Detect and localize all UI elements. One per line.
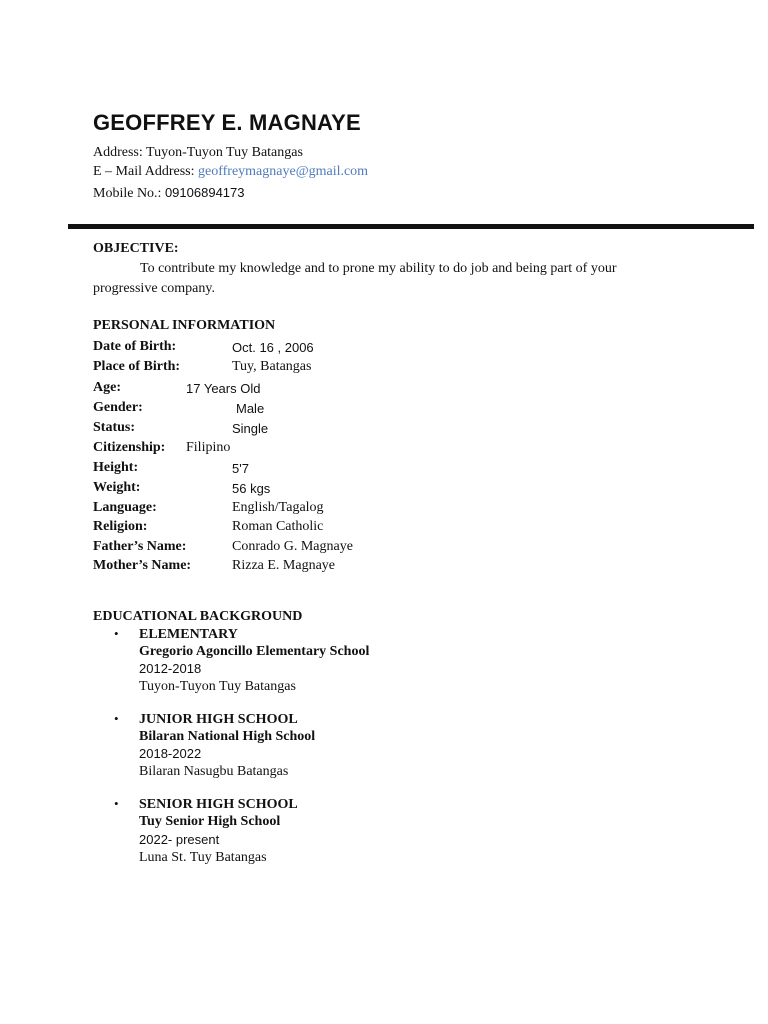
- pob-label: Place of Birth:: [93, 359, 181, 374]
- bullet-senior-high: •: [114, 796, 119, 811]
- edu-level-elementary: ELEMENTARY: [139, 627, 238, 642]
- status-label: Status:: [93, 420, 136, 435]
- edu-location-senior-high: Luna St. Tuy Batangas: [139, 850, 267, 865]
- dob-label: Date of Birth:: [93, 339, 177, 354]
- gender-value: Male: [236, 401, 265, 416]
- mobile-value: 09106894173: [164, 185, 245, 200]
- edu-level-junior-high: JUNIOR HIGH SCHOOL: [139, 712, 298, 727]
- edu-years-senior-high: 2022- present: [139, 832, 220, 847]
- age-label: Age:: [93, 380, 121, 395]
- mobile-label: Mobile No.:: [93, 186, 162, 201]
- email-line: [93, 162, 368, 181]
- email-label: E – Mail Address:: [93, 164, 195, 179]
- objective-line-2: progressive company.: [93, 281, 215, 296]
- height-label: Height:: [93, 460, 139, 475]
- mother-name-value: Rizza E. Magnaye: [232, 558, 336, 573]
- edu-years-junior-high: 2018-2022: [139, 746, 202, 761]
- mother-name-label: Mother’s Name:: [93, 558, 192, 573]
- religion-label: Religion:: [93, 519, 148, 534]
- personal-info-heading: PERSONAL INFORMATION: [93, 318, 276, 333]
- edu-level-senior-high: SENIOR HIGH SCHOOL: [139, 797, 298, 812]
- edu-location-elementary: Tuyon-Tuyon Tuy Batangas: [139, 679, 296, 694]
- citizenship-value: Filipino: [186, 440, 231, 455]
- header-divider: [68, 224, 754, 229]
- language-label: Language:: [93, 500, 157, 515]
- height-value: 5'7: [232, 461, 249, 476]
- father-name-label: Father’s Name:: [93, 539, 187, 554]
- applicant-name: GEOFFREY E. MAGNAYE: [93, 110, 361, 135]
- objective-line-1: To contribute my knowledge and to prone my ability to do job and being part of your: [140, 261, 617, 276]
- bullet-junior-high: •: [114, 711, 119, 726]
- edu-school-junior-high: Bilaran National High School: [139, 729, 316, 744]
- father-name-value: Conrado G. Magnaye: [232, 539, 353, 554]
- bullet-elementary: •: [114, 626, 119, 641]
- edu-years-elementary: 2012-2018: [139, 661, 202, 676]
- dob-value: Oct. 16 , 2006: [232, 340, 314, 355]
- gender-label: Gender:: [93, 400, 143, 415]
- weight-label: Weight:: [93, 480, 141, 495]
- address-value: Tuyon-Tuyon Tuy Batangas: [146, 145, 303, 160]
- email-link[interactable]: geoffreymagnaye@gmail.com: [198, 164, 369, 179]
- religion-value: Roman Catholic: [232, 519, 324, 534]
- edu-school-elementary: Gregorio Agoncillo Elementary School: [139, 644, 370, 659]
- mobile-line: [93, 183, 244, 203]
- language-value: English/Tagalog: [232, 500, 324, 515]
- edu-school-senior-high: Tuy Senior High School: [139, 814, 281, 829]
- pob-value: Tuy, Batangas: [232, 359, 312, 374]
- citizenship-label: Citizenship:: [93, 440, 166, 455]
- education-heading: EDUCATIONAL BACKGROUND: [93, 609, 303, 624]
- edu-location-junior-high: Bilaran Nasugbu Batangas: [139, 764, 289, 779]
- objective-heading: OBJECTIVE:: [93, 241, 179, 256]
- weight-value: 56 kgs: [232, 481, 271, 496]
- age-value: 17 Years Old: [186, 381, 261, 396]
- address-label: Address:: [93, 145, 143, 160]
- address-line: [93, 143, 303, 162]
- status-value: Single: [232, 421, 269, 436]
